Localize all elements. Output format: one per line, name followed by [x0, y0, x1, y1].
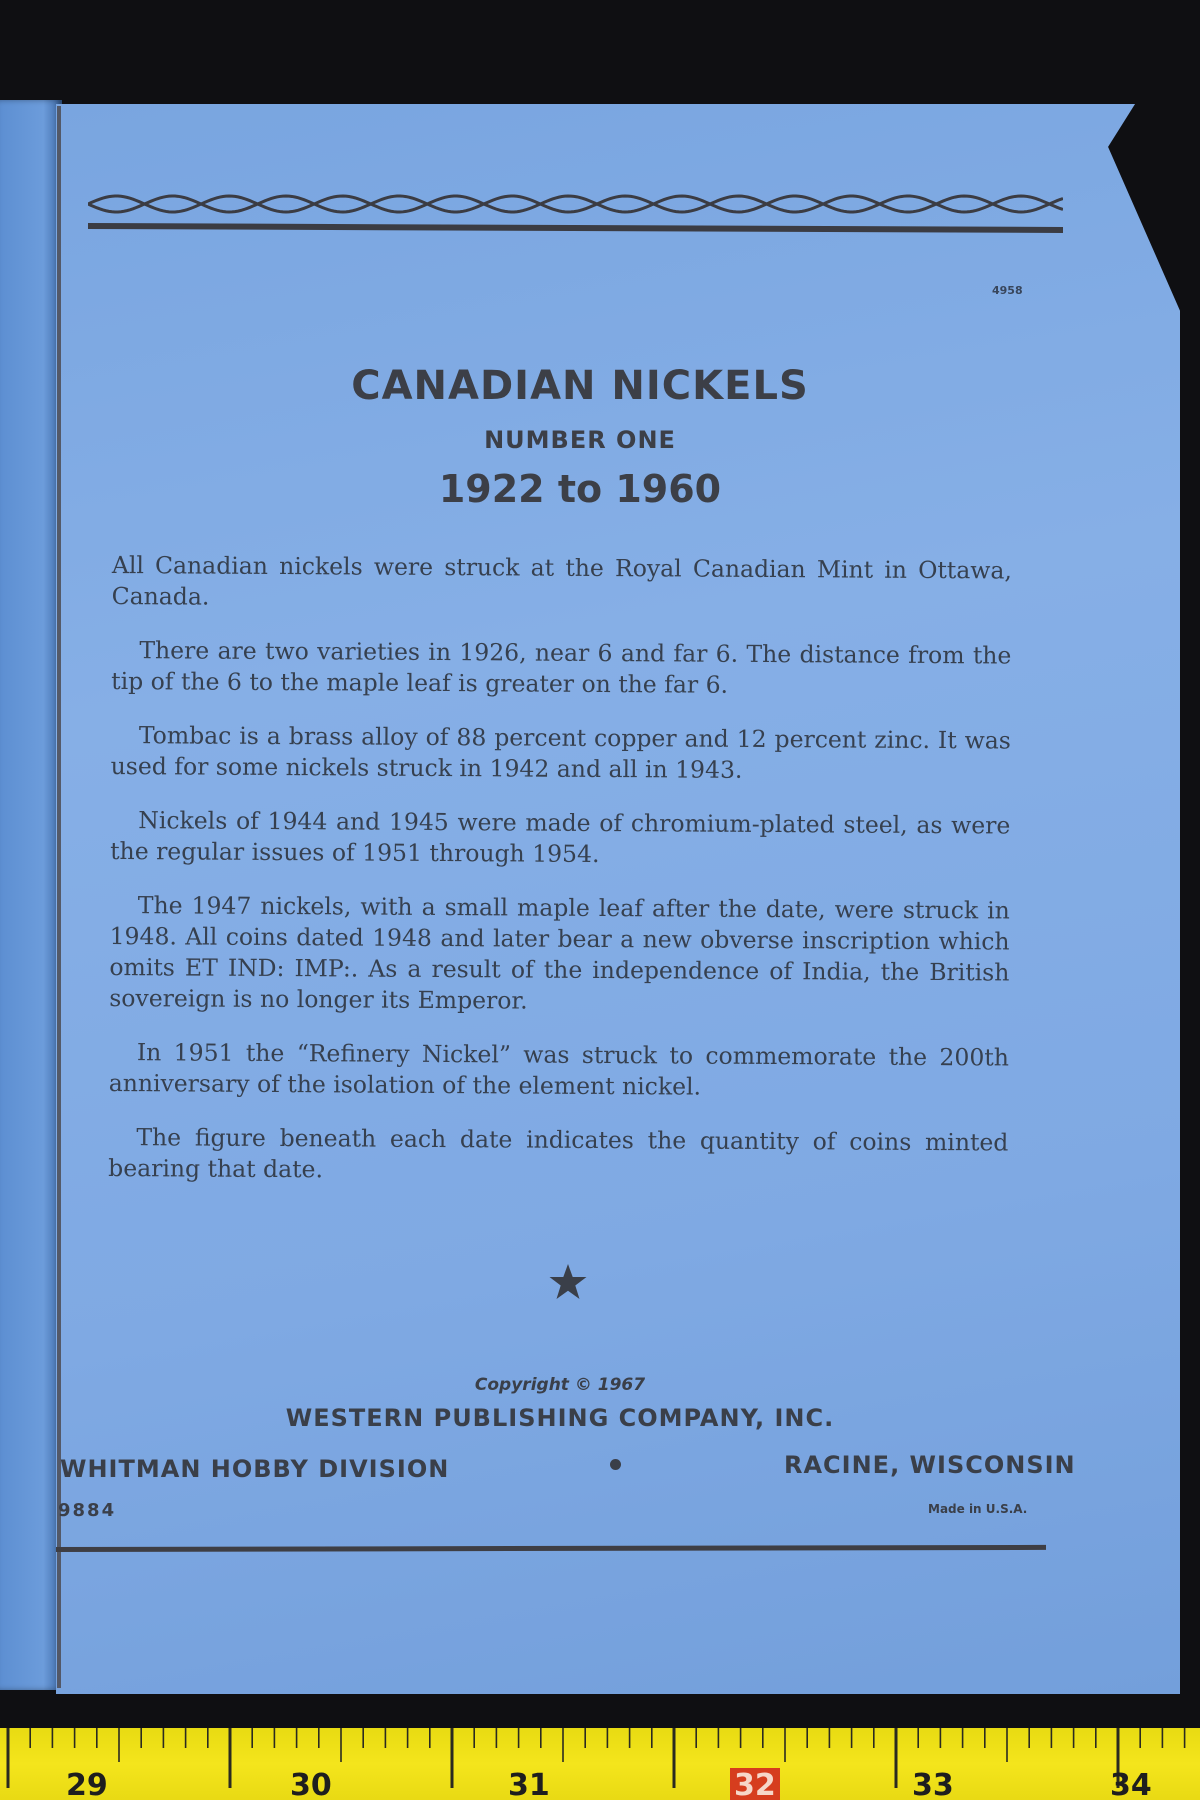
chain-border-ornament: [88, 188, 1063, 234]
paragraph: In 1951 the “Refinery Nickel” was struck to commemorate the 200th anniversary of the isolation of the element nickel.: [108, 1038, 1010, 1101]
catalog-code-bottom: 9884: [58, 1500, 117, 1521]
paragraph: The figure beneath each date indicates the quantity of coins minted bearing that date.: [108, 1123, 1009, 1184]
description-text: [108, 550, 1012, 1212]
date-range: 1922 to 1960: [438, 467, 722, 511]
star-icon: [548, 1262, 588, 1302]
left-page-edge: [0, 100, 62, 1690]
paragraph: Nickels of 1944 and 1945 were made of chromium-plated steel, as were the regular issues of 1951 through 1954.: [110, 806, 1011, 868]
measuring-tape: [0, 1728, 1200, 1800]
paragraph: There are two varieties in 1926, near 6 and far 6. The distance from the tip of the 6 to the maple leaf is greater on the far 6.: [111, 636, 1012, 699]
page-title: CANADIAN NICKELS: [351, 363, 809, 409]
tape-number: 30: [290, 1768, 332, 1800]
paragraph: All Canadian nickels were struck at the Royal Canadian Mint in Ottawa, Canada.: [111, 551, 1012, 611]
publisher-name: WESTERN PUBLISHING COMPANY, INC.: [285, 1404, 835, 1432]
made-in-label: Made in U.S.A.: [928, 1502, 1028, 1516]
paragraph: The 1947 nickels, with a small maple leaf after the date, were struck in 1948. All coins dated 1948 and later bear a new obverse inscription which omits ET IND: IMP:. As a result of the independence of India, the British sovereign is no longer its Emperor.: [109, 891, 1010, 1015]
tape-number: 33: [912, 1768, 954, 1800]
paragraph: Tombac is a brass alloy of 88 percent copper and 12 percent zinc. It was used for some nickels struck in 1942 and all in 1943.: [110, 721, 1011, 784]
catalog-code-top: 4958: [992, 284, 1023, 297]
publisher-division: WHITMAN HOBBY DIVISION: [60, 1455, 450, 1483]
tape-tick-marks: [0, 1728, 1200, 1800]
folder-spine: [57, 106, 61, 1688]
publisher-location: RACINE, WISCONSIN: [784, 1451, 1076, 1479]
tape-number-highlighted: 32: [730, 1768, 780, 1800]
tape-number: 34: [1110, 1768, 1152, 1800]
page-subtitle: NUMBER ONE: [484, 426, 676, 454]
tape-number: 31: [508, 1768, 550, 1800]
copyright-line: Copyright © 1967: [474, 1375, 646, 1395]
bullet-separator: [610, 1459, 621, 1470]
tape-number: 29: [66, 1768, 108, 1800]
